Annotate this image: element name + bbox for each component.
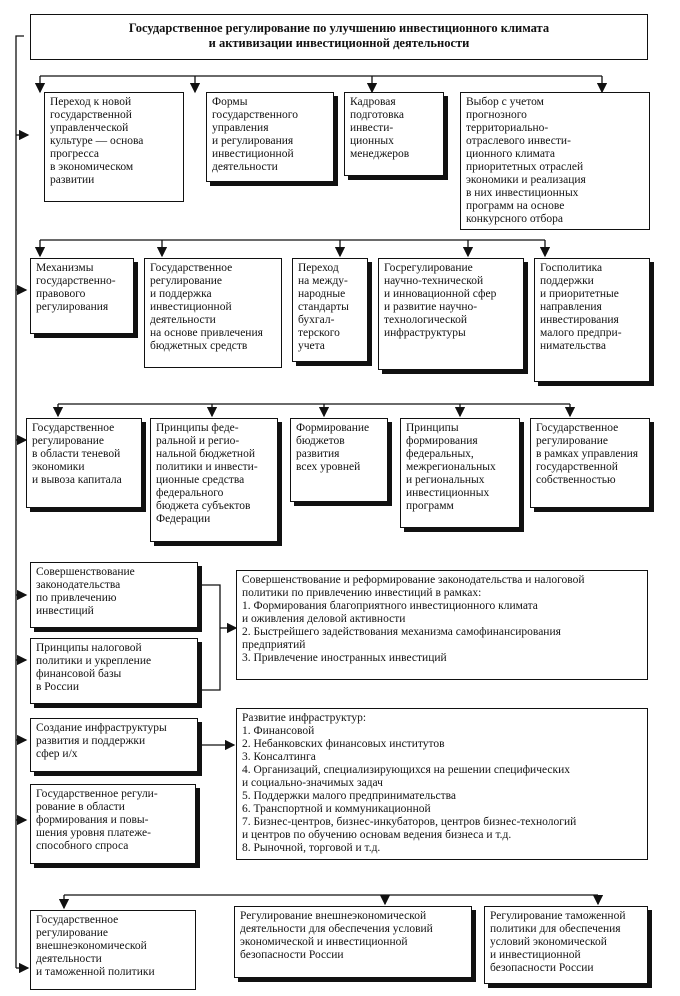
box-tax-policy: Принципы налоговой политики и укрепление финансовой базы в России [30, 638, 198, 704]
box-budget-policy: Принципы феде- ральной и регио- нальной бюджетной политики и инвести- ционные средства федерального бюджета субъектов Федерации [150, 418, 278, 542]
box-investment-programs: Принципы формирования федеральных, межрегиональных и региональных инвестиционных программ [400, 418, 520, 528]
box-forms-of-regulation: Формы государственного управления и регулирования инвестиционной деятельности [206, 92, 334, 182]
box-foreign-trade-customs: Государственное регулирование внешнеэкономической деятельности и таможенной политики [30, 910, 196, 990]
box-shadow-economy: Государственное регулирование в области теневой экономики и вывоза капитала [26, 418, 142, 508]
box-new-management-culture: Переход к новой государственной управленческой культуре — основа прогресса в экономическом развитии [44, 92, 184, 202]
box-accounting-standards: Переход на между- народные стандарты бухгал- терского учета [292, 258, 368, 362]
box-infrastructure-development: Развитие инфраструктур: 1. Финансовой 2. Небанковских финансовых институтов 3. Консалтинга 4. Организаций, специализирующихся на решении специфических и социально-значимых задач 5. Поддержки малого предпринимательства 6. Транспортной и коммуникационной 7. Бизнес-центров, бизнес-инкубаторов, центров бизнес-технологий и центров по обучению основам ведения бизнеса и т.д. 8. Рыночной, торговой и т.д. [236, 708, 648, 860]
box-legislation-improvement: Совершенствование законодательства по привлечению инвестиций [30, 562, 198, 628]
box-infrastructure-creation: Создание инфраструктуры развития и поддержки сфер и/х [30, 718, 198, 772]
box-state-property: Государственное регулирование в рамках управления государственной собственностью [530, 418, 650, 508]
box-science-innovation: Госрегулирование научно-технической и инновационной сфер и развитие научно- технологической инфраструктуры [378, 258, 524, 370]
box-small-business: Госполитика поддержки и приоритетные направления инвестирования малого предпри- нимательства [534, 258, 650, 382]
diagram-title: Государственное регулирование по улучшению инвестиционного климата и активизации инвестиционной деятельности [30, 14, 648, 60]
box-legislation-reform: Совершенствование и реформирование законодательства и налоговой политики по привлечению инвестиций в рамках: 1. Формирования благоприятного инвестиционного климата и оживления деловой активности 2. Быстрейшего задействования механизма самофинансирования предприятий 3. Привлечение иностранных инвестиций [236, 570, 648, 680]
box-development-budgets: Формирование бюджетов развития всех уровней [290, 418, 388, 502]
box-solvent-demand: Государственное регули- рование в области формирования и повы- шения уровня платеже- способного спроса [30, 784, 196, 864]
box-legal-mechanisms: Механизмы государственно- правового регулирования [30, 258, 134, 334]
box-foreign-trade-security: Регулирование внешнеэкономической деятельности для обеспечения условий экономической и инвестиционной безопасности России [234, 906, 472, 978]
box-priority-selection: Выбор с учетом прогнозного территориально- отраслевого инвести- ционного климата приоритетных отраслей экономики и реализация в них инвестиционных программ на основе конкурсного отбора [460, 92, 650, 230]
box-budget-support: Государственное регулирование и поддержка инвестиционной деятельности на основе привлечения бюджетных средств [144, 258, 282, 368]
box-staff-training: Кадровая подготовка инвести- ционных менеджеров [344, 92, 444, 176]
box-customs-security: Регулирование таможенной политики для обеспечения условий экономической и инвестиционной безопасности России [484, 906, 648, 984]
